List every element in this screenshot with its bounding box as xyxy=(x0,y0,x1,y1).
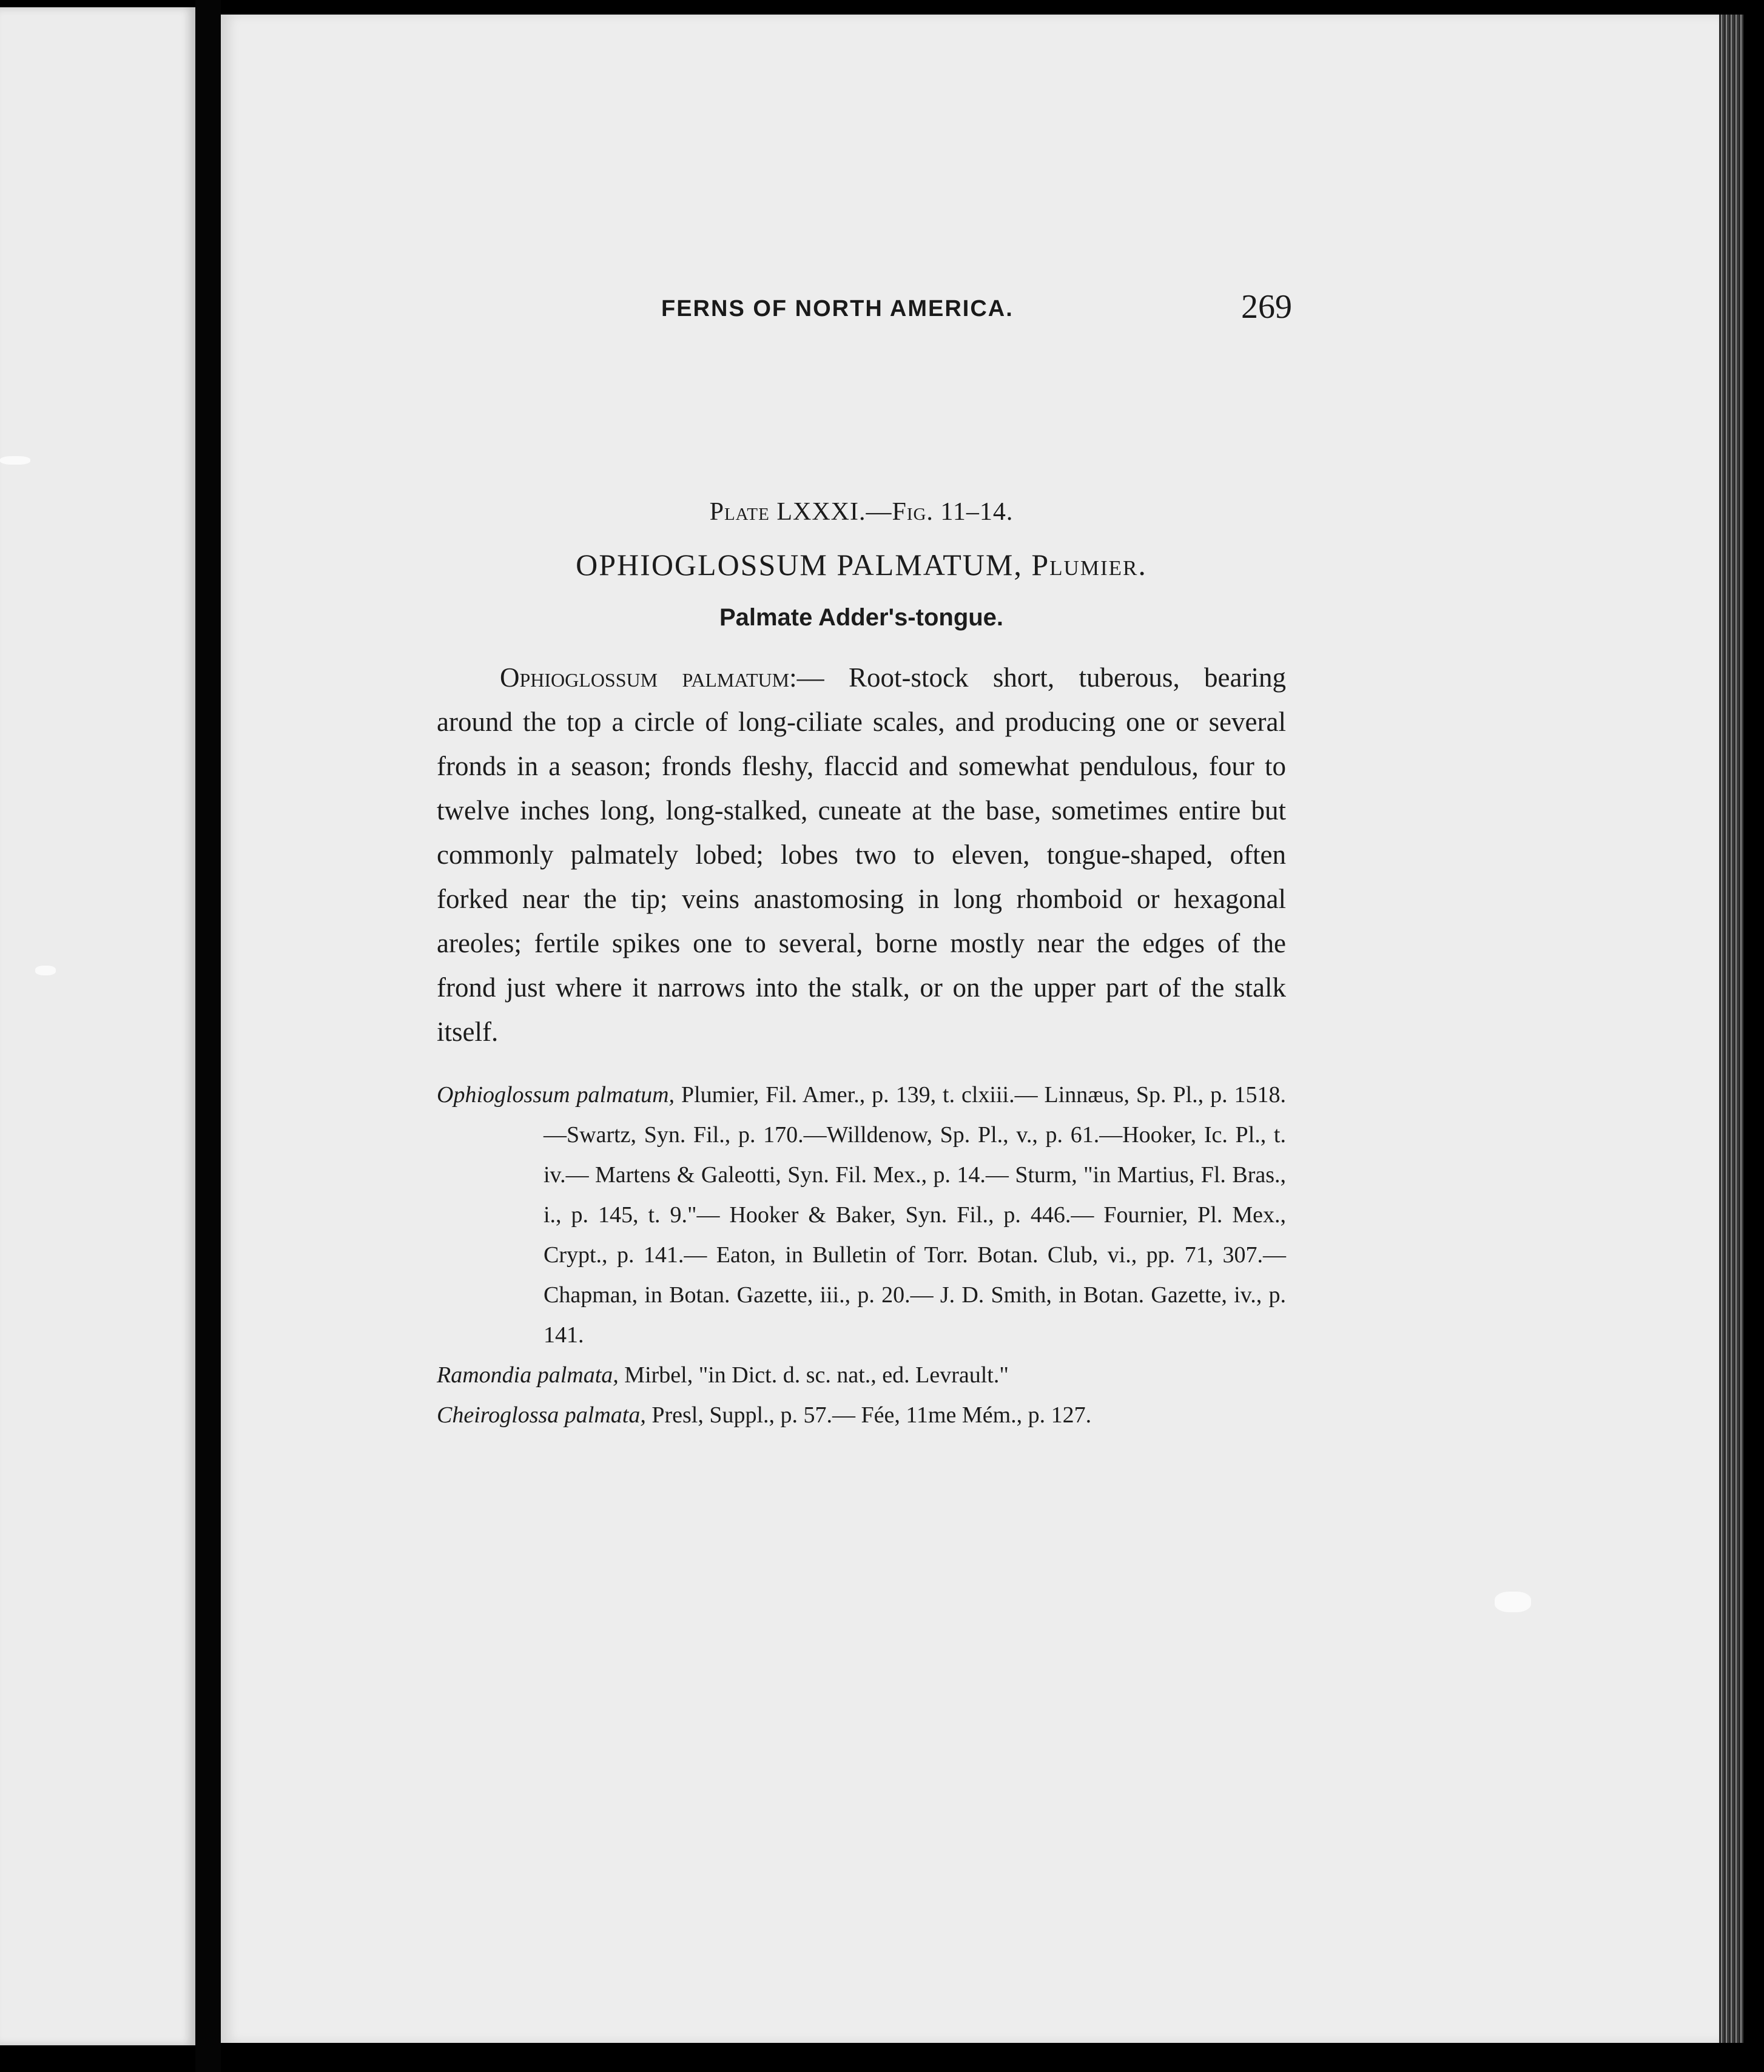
synonym-name: Ophioglossum palmatum, xyxy=(437,1082,675,1108)
species-heading xyxy=(437,547,1286,582)
synonym-entry xyxy=(437,1355,1286,1395)
paper-blemish xyxy=(0,456,30,465)
left-page-edge xyxy=(0,7,195,2045)
synonym-name: Ramondia palmata, xyxy=(437,1362,619,1388)
species-author: Plumier. xyxy=(1031,548,1147,582)
page-stack-edges xyxy=(1719,15,1743,2043)
plate-reference: Plate LXXXI.—Fig. 11–14. xyxy=(709,498,1014,526)
species-entry xyxy=(437,497,1286,1435)
synonym-entry xyxy=(437,1075,1286,1355)
synonym-citation: Mirbel, "in Dict. d. sc. nat., ed. Levrault." xyxy=(624,1362,1009,1388)
synonym-citation: Presl, Suppl., p. 57.— Fée, 11me Mém., p. 127. xyxy=(651,1402,1092,1428)
synonym-citation: Plumier, Fil. Amer., p. 139, t. clxiii.— Linnæus, Sp. Pl., p. 1518.—Swartz, Syn. Fil., p. 170.—Willdenow, Sp. Pl., v., p. 61.—Hooker, Ic. Pl., t. iv.— Martens & Galeotti, Syn. Fil. Mex., p. 14.— Sturm, "in Martius, Fl. Bras., i., p. 145, t. 9."— Hooker & Baker, Syn. Fil., p. 446.— Fournier, Pl. Mex., Crypt., p. 141.— Eaton, in Bulletin of Torr. Botan. Club, vi., pp. 71, 307.— Chapman, in Botan. Gazette, iii., p. 20.— J. D. Smith, in Botan. Gazette, iv., p. 141. xyxy=(544,1082,1287,1348)
species-name: OPHIOGLOSSUM PALMATUM, xyxy=(576,548,1023,582)
description-lead: Ophioglossum palmatum: xyxy=(500,662,797,693)
book-gutter xyxy=(195,0,221,2072)
page-number: 269 xyxy=(1241,288,1292,326)
description-body: — Root-stock short, tuberous, bearing around the top a circle of long-ciliate scales, and producing one or several fronds in a season; fronds fleshy, flaccid and somewhat pendulous, four to twelve inches long, long-stalked, cuneate at the base, sometimes entire but commonly palmately lobed; lobes two to eleven, tongue-shaped, often forked near the tip; veins anastomosing in long rhomboid or hexagonal areoles; fertile spikes one to several, borne mostly near the edges of the frond just where it narrows into the stalk, or on the upper part of the stalk itself. xyxy=(437,662,1286,1047)
paper-blemish xyxy=(1495,1592,1531,1612)
species-description xyxy=(437,656,1286,1054)
paper-blemish xyxy=(35,966,56,975)
synonym-name: Cheiroglossa palmata, xyxy=(437,1402,646,1428)
synonymy-list xyxy=(437,1075,1286,1435)
running-head: FERNS OF NORTH AMERICA. xyxy=(661,296,1014,321)
synonym-entry xyxy=(437,1395,1286,1435)
common-name: Palmate Adder's-tongue. xyxy=(719,604,1004,631)
